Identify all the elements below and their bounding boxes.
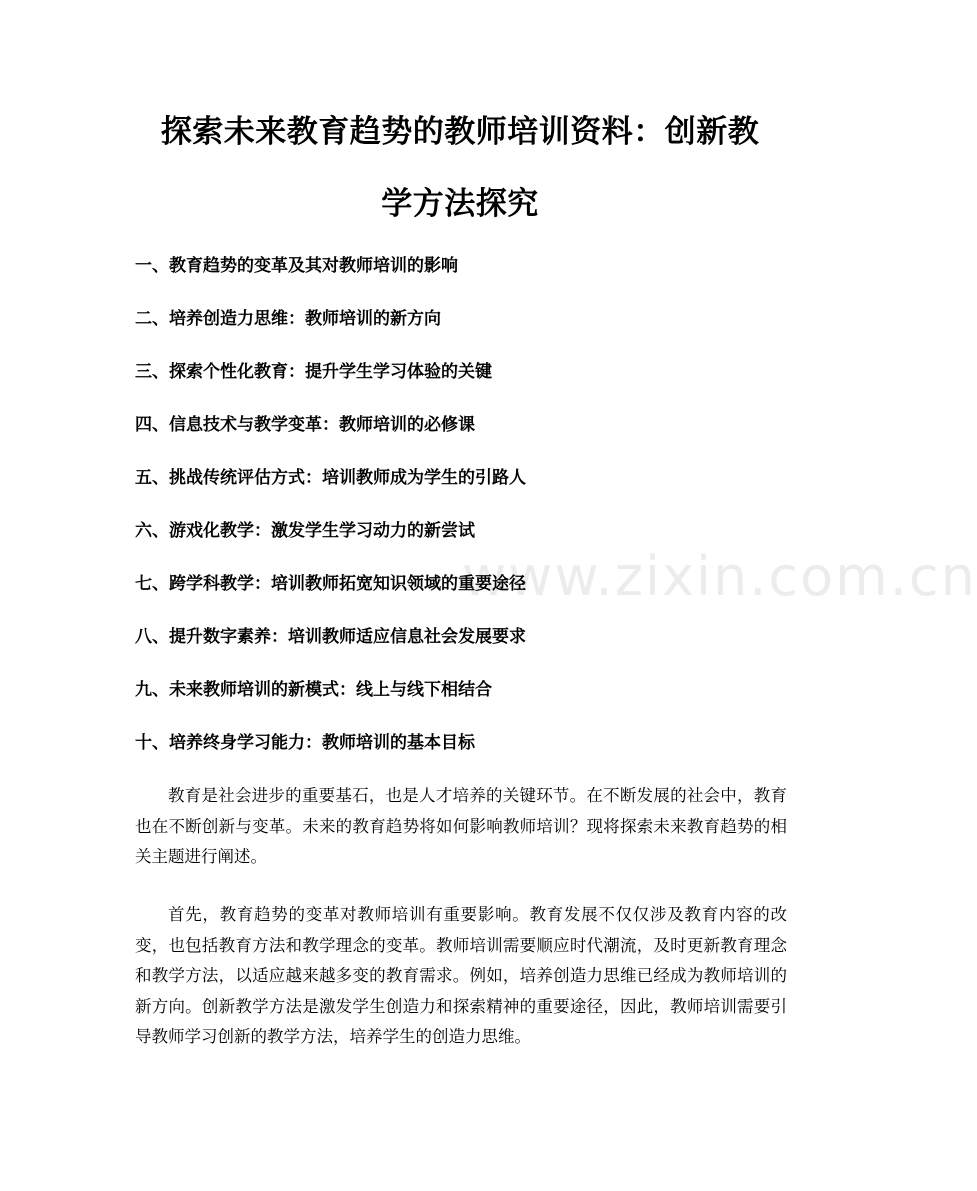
body-paragraph: 教育是社会进步的重要基石，也是人才培养的关键环节。在不断发展的社会中，教育也在不断创新与变革。未来的教育趋势将如何影响教师培训？现将探索未来教育趋势的相关主题进行阐述。	[135, 786, 787, 866]
body-paragraph: 首先，教育趋势的变革对教师培训有重要影响。教育发展不仅仅涉及教育内容的改变，也包括教育方法和教学理念的变革。教师培训需要顺应时代潮流，及时更新教育理念和教学方法，以适应越来越多变的教育需求。例如，培养创造力思维已经成为教师培训的新方向。创新教学方法是激发学生创造力和探索精神的重要途径，因此，教师培训需要引导教师学习创新的教学方法，培养学生的创造力思维。	[135, 905, 787, 1046]
toc-item: 八、提升数字素养：培训教师适应信息社会发展要求	[135, 627, 526, 647]
title-line-2: 学方法探究	[381, 186, 539, 222]
toc-item: 七、跨学科教学：培训教师拓宽知识领域的重要途径	[135, 574, 526, 594]
toc-item: 十、培养终身学习能力：教师培训的基本目标	[135, 733, 475, 753]
document-title	[120, 96, 800, 240]
toc-item: 五、挑战传统评估方式：培训教师成为学生的引路人	[135, 468, 526, 488]
table-of-contents	[135, 252, 526, 782]
toc-item: 四、信息技术与教学变革：教师培训的必修课	[135, 415, 475, 435]
toc-item: 六、游戏化教学：激发学生学习动力的新尝试	[135, 521, 475, 541]
toc-item: 三、探索个性化教育：提升学生学习体验的关键	[135, 362, 492, 382]
toc-item: 二、培养创造力思维：教师培训的新方向	[135, 309, 441, 329]
toc-item: 九、未来教师培训的新模式：线上与线下相结合	[135, 680, 492, 700]
watermark: www.zixin.com.cn	[462, 545, 977, 608]
title-line-1: 探索未来教育趋势的教师培训资料：创新教	[160, 114, 760, 150]
toc-item: 一、教育趋势的变革及其对教师培训的影响	[135, 256, 458, 276]
